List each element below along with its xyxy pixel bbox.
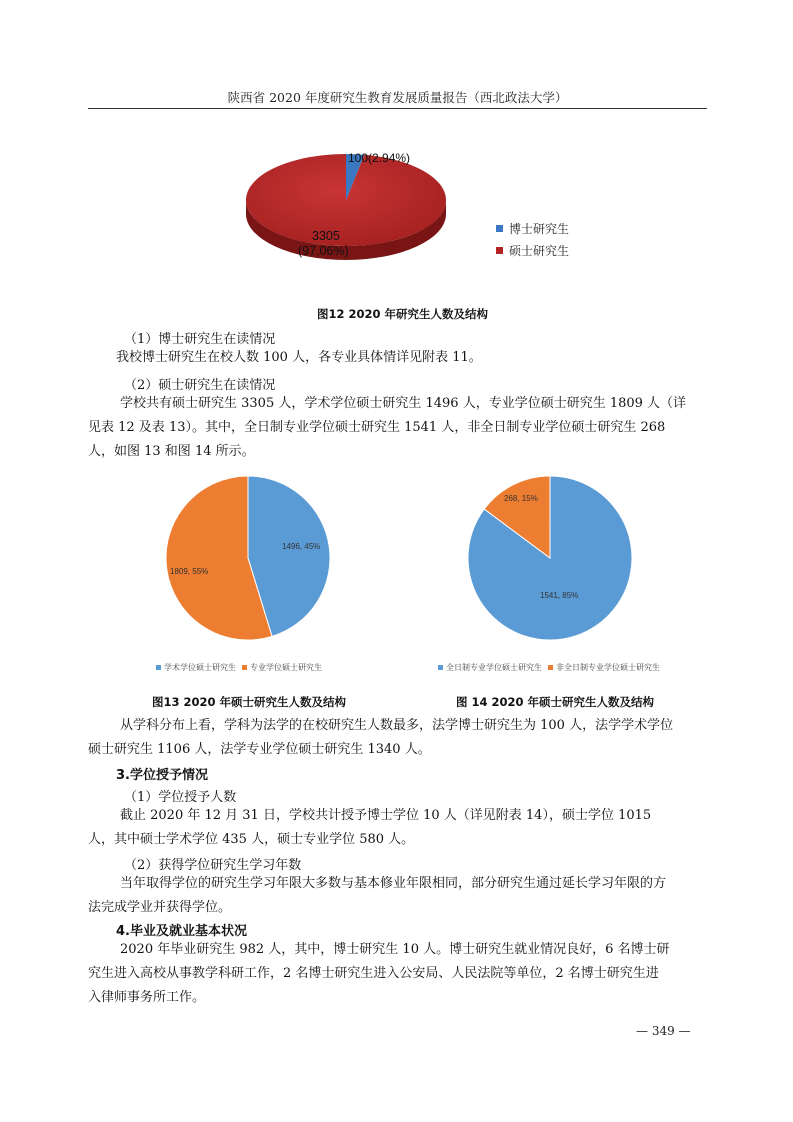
legend-label-fulltime: 全日制专业学位硕士研究生 <box>446 663 542 672</box>
paragraph-discipline <box>88 714 707 762</box>
paragraph-master <box>88 392 707 464</box>
legend-label-academic: 学术学位硕士研究生 <box>164 663 236 672</box>
figure-14-caption: 图 14 2020 年硕士研究生人数及结构 <box>456 695 655 709</box>
figure-13-legend <box>150 662 322 673</box>
subheading-master: （2）硕士研究生在读情况 <box>124 378 276 393</box>
paragraph-discipline-line-1: 从学科分布上看，学科为法学的在校研究生人数最多，法学博士研究生为 100 人，法学学术学位 <box>120 718 674 733</box>
paragraph-degree-count-line-2: 人，其中硕士学术学位 435 人，硕士专业学位 580 人。 <box>88 832 415 847</box>
legend-swatch-doctor <box>496 225 503 232</box>
legend-label-parttime: 非全日制专业学位硕士研究生 <box>556 663 660 672</box>
label-master-pct: (97.06%) <box>298 244 349 258</box>
heading-graduation: 4.毕业及就业基本状况 <box>116 924 247 939</box>
paragraph-graduation-line-2: 究生进入高校从事教学科研工作，2 名博士研究生进入公安局、人民法院等单位，2 名博士研究生进 <box>88 966 659 981</box>
paragraph-master-line-3: 人，如图 13 和图 14 所示。 <box>88 444 255 459</box>
legend-swatch-master <box>496 247 503 254</box>
legend-label-master: 硕士研究生 <box>509 243 570 258</box>
paragraph-master-line-2: 见表 12 及表 13）。其中，全日制专业学位硕士研究生 1541 人，非全日制专业学位硕士研究生 268 <box>88 420 666 435</box>
paragraph-graduation-line-3: 入律师事务所工作。 <box>88 990 206 1005</box>
label-master-value: 3305 <box>312 229 340 243</box>
paragraph-study-years <box>88 872 707 920</box>
paragraph-master-line-1: 学校共有硕士研究生 3305 人，学术学位硕士研究生 1496 人，专业学位硕士研究生 1809 人（详 <box>120 396 687 411</box>
paragraph-graduation-line-1: 2020 年毕业研究生 982 人，其中，博士研究生 10 人。博士研究生就业情况良好，6 名博士研 <box>120 942 670 957</box>
heading-degree-award: 3.学位授予情况 <box>116 768 208 783</box>
paragraph-doctor-line: 我校博士研究生在校人数 100 人，各专业具体情详见附表 11。 <box>116 350 482 365</box>
paragraph-doctor <box>116 346 707 370</box>
figure-14-svg <box>458 470 648 650</box>
figure-12-legend <box>496 217 569 261</box>
legend-label-doctor: 博士研究生 <box>509 221 570 236</box>
figure-13-chart <box>150 472 350 647</box>
page-header: 陕西省 2020 年度研究生教育发展质量报告（西北政法大学） <box>227 90 568 105</box>
header-rule <box>88 108 707 109</box>
figure-12-caption: 图12 2020 年研究生人数及结构 <box>317 307 489 321</box>
label-doctor: 100(2.94%) <box>348 151 411 165</box>
legend-swatch-fulltime <box>438 665 443 670</box>
label-academic: 1496, 45% <box>282 542 321 551</box>
paragraph-study-years-line-2: 法完成学业并获得学位。 <box>88 900 232 915</box>
legend-item-doctor <box>496 217 569 239</box>
subheading-doctor: （1）博士研究生在读情况 <box>124 332 276 347</box>
label-parttime: 268, 15% <box>504 494 538 503</box>
figure-14-chart <box>458 470 648 650</box>
paragraph-study-years-line-1: 当年取得学位的研究生学习年限大多数与基本修业年限相同，部分研究生通过延长学习年限的方 <box>120 876 667 891</box>
subheading-study-years: （2）获得学位研究生学习年数 <box>124 858 302 873</box>
figure-13-svg <box>150 472 350 647</box>
legend-item-master <box>496 239 569 261</box>
paragraph-degree-count-line-1: 截止 2020 年 12 月 31 日，学校共计授予博士学位 10 人（详见附表 14），硕士学位 1015 <box>120 808 652 823</box>
paragraph-degree-count <box>88 804 707 852</box>
figure-13-caption: 图13 2020 年硕士研究生人数及结构 <box>152 695 347 709</box>
legend-swatch-professional <box>242 665 247 670</box>
paragraph-discipline-line-2: 硕士研究生 1106 人，法学专业学位硕士研究生 1340 人。 <box>88 742 431 757</box>
legend-label-professional: 专业学位硕士研究生 <box>250 663 322 672</box>
legend-swatch-parttime <box>548 665 553 670</box>
legend-swatch-academic <box>156 665 161 670</box>
label-professional: 1809, 55% <box>170 567 209 576</box>
paragraph-graduation <box>88 938 707 1010</box>
label-fulltime: 1541, 85% <box>540 591 579 600</box>
page-number: — 349 — <box>636 1024 691 1038</box>
figure-14-legend <box>432 662 660 673</box>
subheading-degree-count: （1）学位授予人数 <box>124 790 237 805</box>
